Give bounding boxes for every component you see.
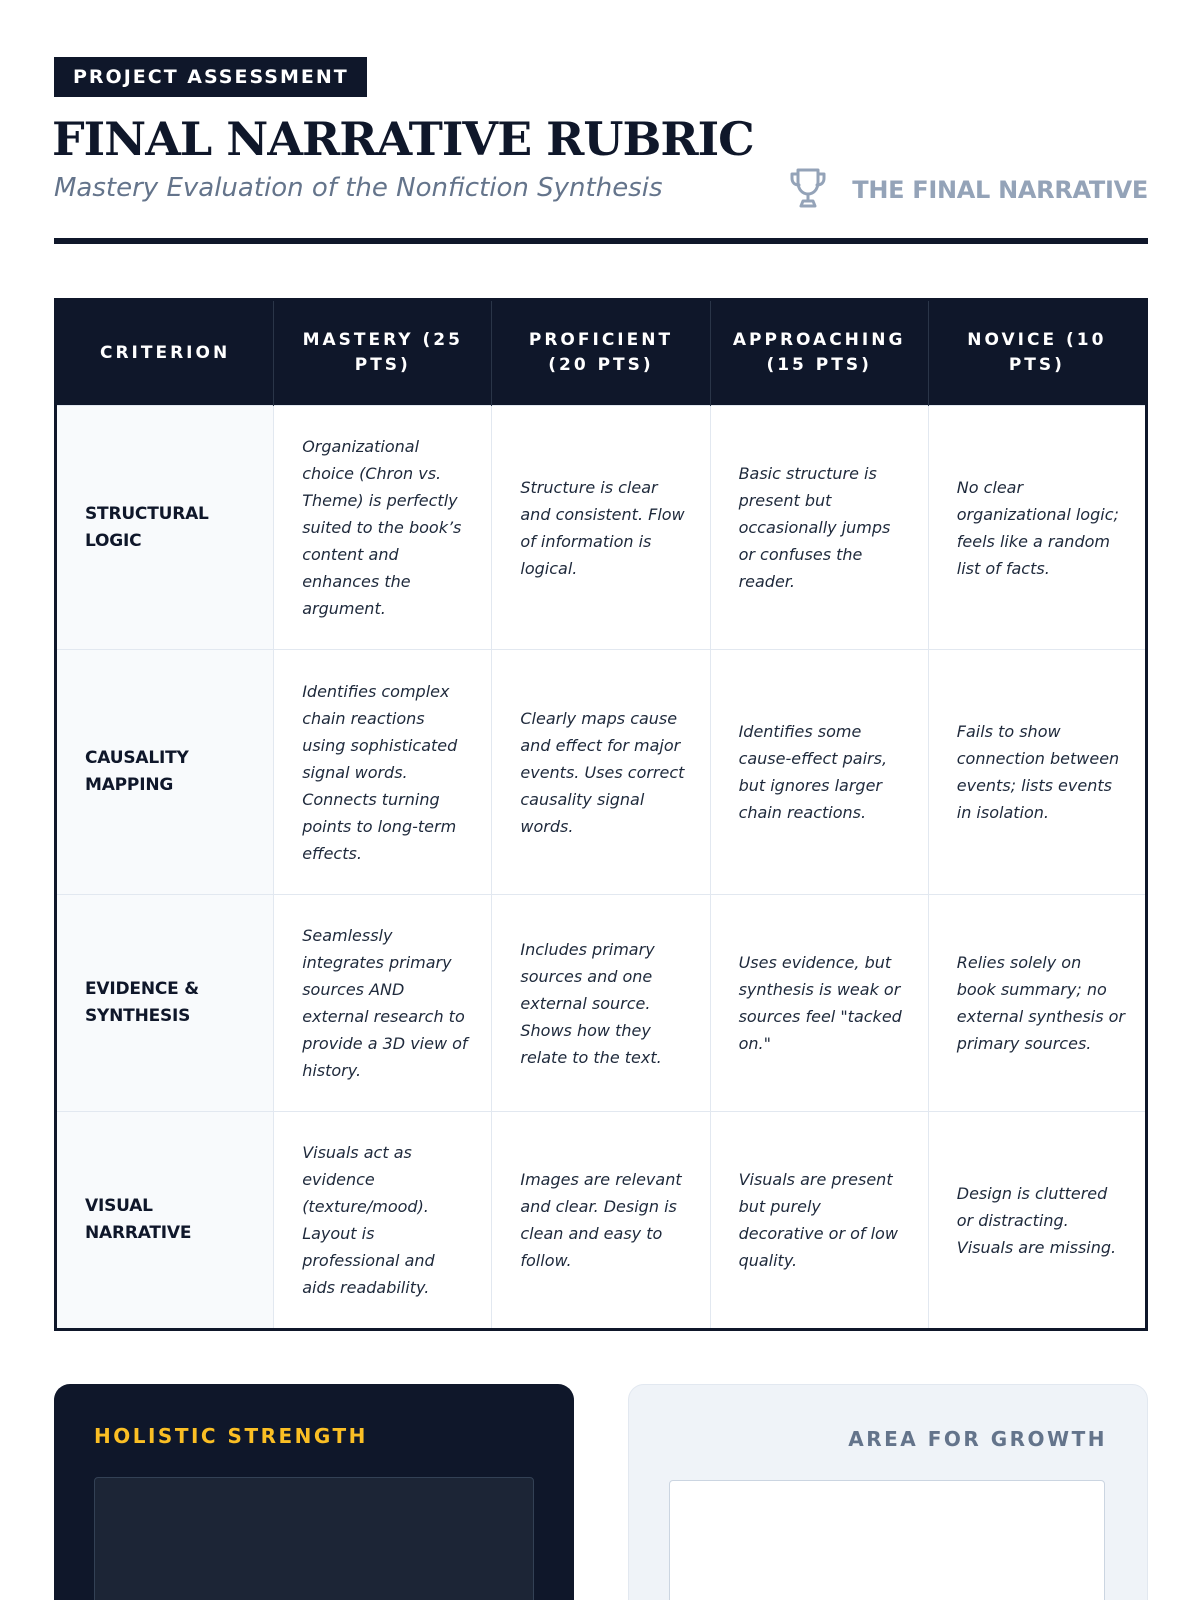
area-for-growth-card xyxy=(628,1384,1148,1600)
proficient-cell: Includes primary sources and one external source. Shows how they relate to the text. xyxy=(492,895,710,1112)
brand xyxy=(788,168,1148,212)
column-header-novice: NOVICE (10 PTS) xyxy=(928,300,1146,406)
column-header-proficient: PROFICIENT (20 PTS) xyxy=(492,300,710,406)
table-row xyxy=(56,1112,1147,1330)
criterion-cell: VISUAL NARRATIVE xyxy=(56,1112,274,1330)
area-for-growth-label: AREA FOR GROWTH xyxy=(848,1427,1107,1451)
mastery-cell: Seamlessly integrates primary sources AND external research to provide a 3D view of history. xyxy=(274,895,492,1112)
novice-cell: Fails to show connection between events; lists events in isolation. xyxy=(928,650,1146,895)
rubric-table xyxy=(54,298,1148,1331)
table-row xyxy=(56,895,1147,1112)
table-row xyxy=(56,650,1147,895)
proficient-cell: Images are relevant and clear. Design is clean and easy to follow. xyxy=(492,1112,710,1330)
novice-cell: No clear organizational logic; feels like a random list of facts. xyxy=(928,406,1146,650)
proficient-cell: Structure is clear and consistent. Flow of information is logical. xyxy=(492,406,710,650)
column-header-approaching: APPROACHING (15 PTS) xyxy=(710,300,928,406)
holistic-strength-card xyxy=(54,1384,574,1600)
table-header-row xyxy=(56,300,1147,406)
proficient-cell: Clearly maps cause and effect for major events. Uses correct causality signal words. xyxy=(492,650,710,895)
header-divider xyxy=(54,238,1148,244)
page-title: FINAL NARRATIVE RUBRIC xyxy=(52,112,754,166)
column-header-criterion: CRITERION xyxy=(56,300,274,406)
area-for-growth-input[interactable] xyxy=(669,1480,1105,1600)
approaching-cell: Identifies some cause-effect pairs, but ignores larger chain reactions. xyxy=(710,650,928,895)
novice-cell: Relies solely on book summary; no external synthesis or primary sources. xyxy=(928,895,1146,1112)
criterion-cell: CAUSALITY MAPPING xyxy=(56,650,274,895)
novice-cell: Design is cluttered or distracting. Visuals are missing. xyxy=(928,1112,1146,1330)
assessment-tag: PROJECT ASSESSMENT xyxy=(54,57,367,97)
approaching-cell: Basic structure is present but occasionally jumps or confuses the reader. xyxy=(710,406,928,650)
approaching-cell: Visuals are present but purely decorative or of low quality. xyxy=(710,1112,928,1330)
holistic-strength-label: HOLISTIC STRENGTH xyxy=(94,1424,368,1448)
mastery-cell: Organizational choice (Chron vs. Theme) is perfectly suited to the book’s content and enhances the argument. xyxy=(274,406,492,650)
holistic-strength-input[interactable] xyxy=(94,1477,534,1600)
table-row xyxy=(56,406,1147,650)
mastery-cell: Identifies complex chain reactions using sophisticated signal words. Connects turning points to long-term effects. xyxy=(274,650,492,895)
approaching-cell: Uses evidence, but synthesis is weak or sources feel "tacked on." xyxy=(710,895,928,1112)
criterion-cell: EVIDENCE & SYNTHESIS xyxy=(56,895,274,1112)
trophy-icon xyxy=(788,166,828,215)
mastery-cell: Visuals act as evidence (texture/mood). Layout is professional and aids readability. xyxy=(274,1112,492,1330)
brand-text: THE FINAL NARRATIVE xyxy=(852,176,1148,204)
column-header-mastery: MASTERY (25 PTS) xyxy=(274,300,492,406)
criterion-cell: STRUCTURAL LOGIC xyxy=(56,406,274,650)
page-subtitle: Mastery Evaluation of the Nonfiction Synthesis xyxy=(54,173,663,203)
